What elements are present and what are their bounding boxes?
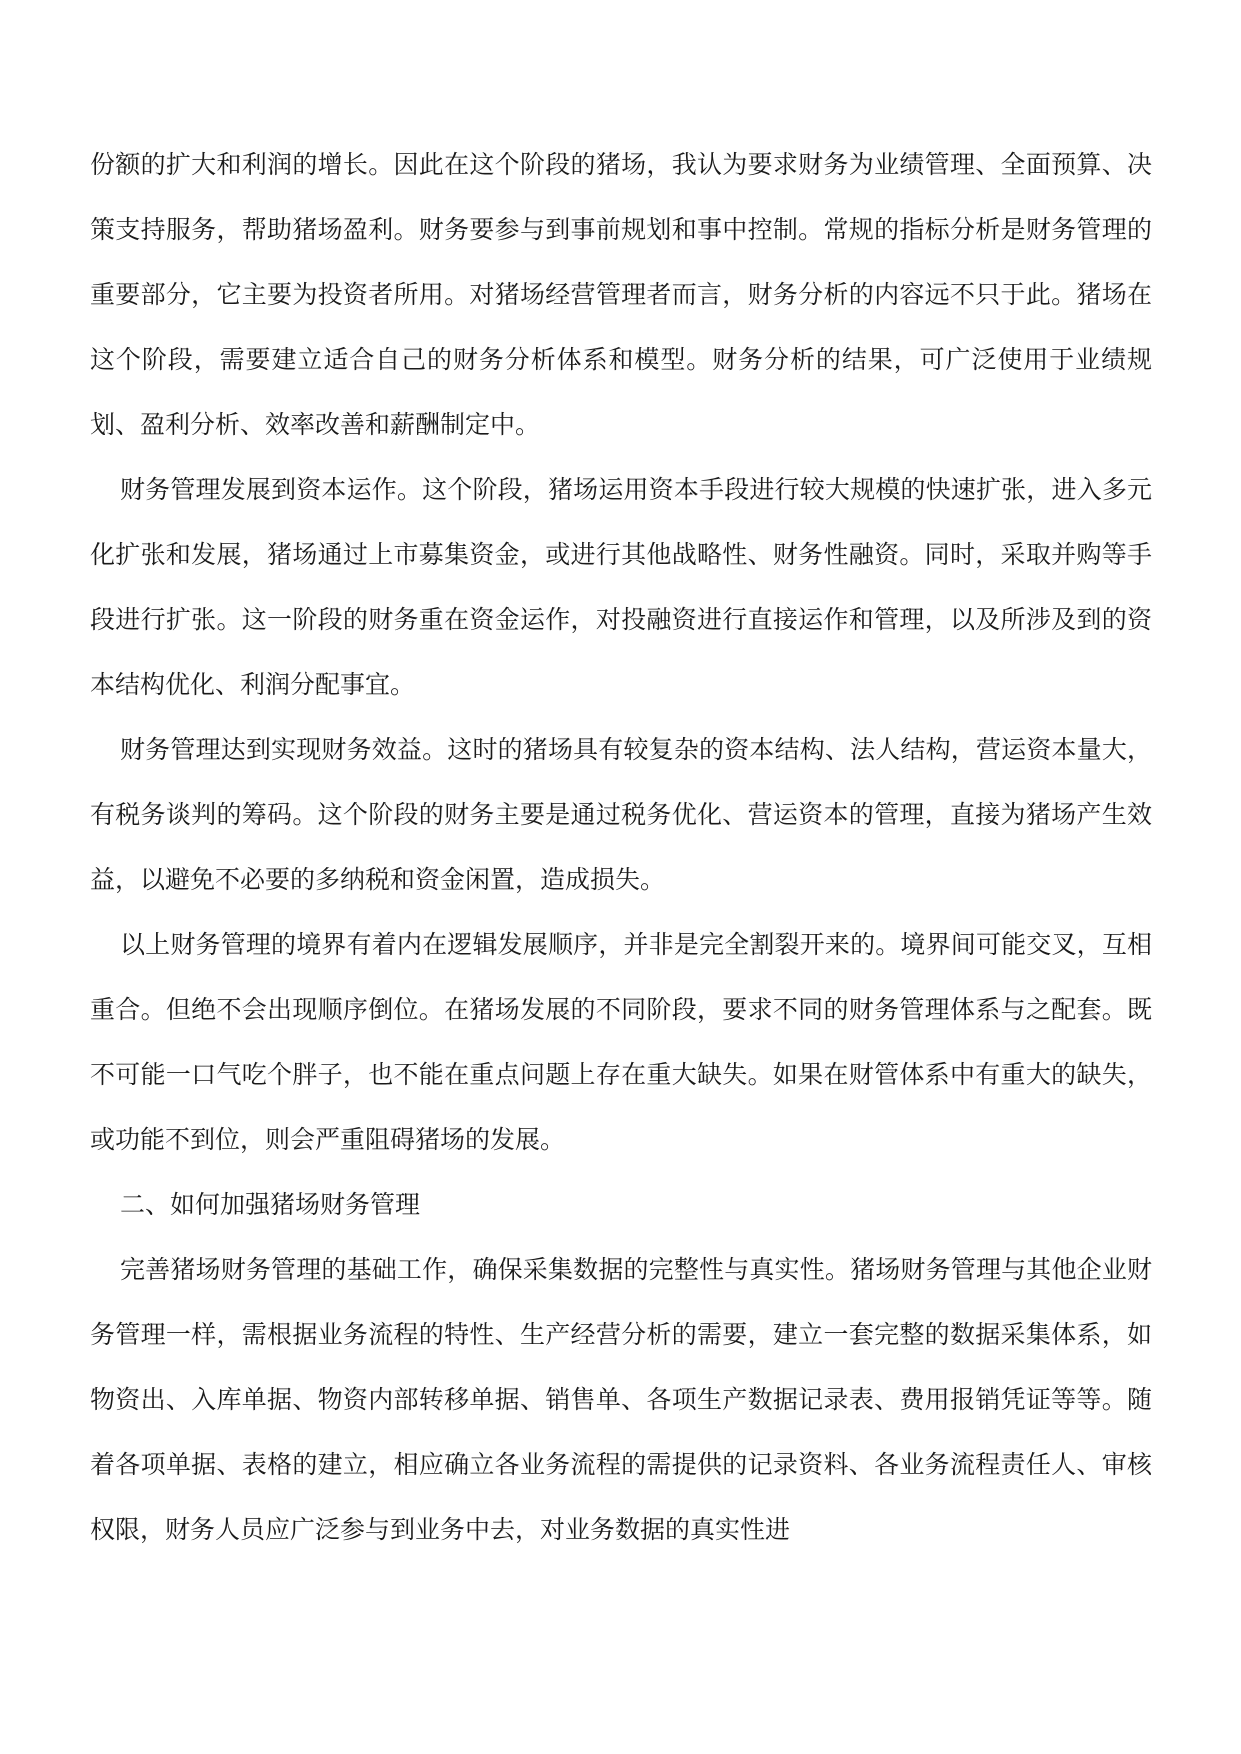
paragraph-continuation: 份额的扩大和利润的增长。因此在这个阶段的猪场，我认为要求财务为业绩管理、全面预算、决策支持服务，帮助猪场盈利。财务要参与到事前规划和事中控制。常规的指标分析是财务管理的重要部分，它主要为投资者所用。对猪场经营管理者而言，财务分析的内容远不只于此。猪场在这个阶段，需要建立适合自己的财务分析体系和模型。财务分析的结果，可广泛使用于业绩规划、盈利分析、效率改善和薪酬制定中。 — [90, 150, 1152, 439]
document-body — [90, 132, 1152, 1562]
section-heading: 二、如何加强猪场财务管理 — [120, 1190, 421, 1219]
paragraph-logical-order: 以上财务管理的境界有着内在逻辑发展顺序，并非是完全割裂开来的。境界间可能交叉，互相重合。但绝不会出现顺序倒位。在猪场发展的不同阶段，要求不同的财务管理体系与之配套。既不可能一口气吃个胖子，也不能在重点问题上存在重大缺失。如果在财管体系中有重大的缺失，或功能不到位，则会严重阻碍猪场的发展。 — [90, 930, 1152, 1154]
paragraph-financial-benefit: 财务管理达到实现财务效益。这时的猪场具有较复杂的资本结构、法人结构，营运资本量大，有税务谈判的筹码。这个阶段的财务主要是通过税务优化、营运资本的管理，直接为猪场产生效益，以避免不必要的多纳税和资金闲置，造成损失。 — [90, 735, 1152, 894]
paragraph-basic-work: 完善猪场财务管理的基础工作，确保采集数据的完整性与真实性。猪场财务管理与其他企业财务管理一样，需根据业务流程的特性、生产经营分析的需要，建立一套完整的数据采集体系，如物资出、入库单据、物资内部转移单据、销售单、各项生产数据记录表、费用报销凭证等等。随着各项单据、表格的建立，相应确立各业务流程的需提供的记录资料、各业务流程责任人、审核权限，财务人员应广泛参与到业务中去，对业务数据的真实性进 — [90, 1255, 1152, 1544]
paragraph-capital-operation: 财务管理发展到资本运作。这个阶段，猪场运用资本手段进行较大规模的快速扩张，进入多元化扩张和发展，猪场通过上市募集资金，或进行其他战略性、财务性融资。同时，采取并购等手段进行扩张。这一阶段的财务重在资金运作，对投融资进行直接运作和管理，以及所涉及到的资本结构优化、利润分配事宜。 — [90, 475, 1152, 699]
